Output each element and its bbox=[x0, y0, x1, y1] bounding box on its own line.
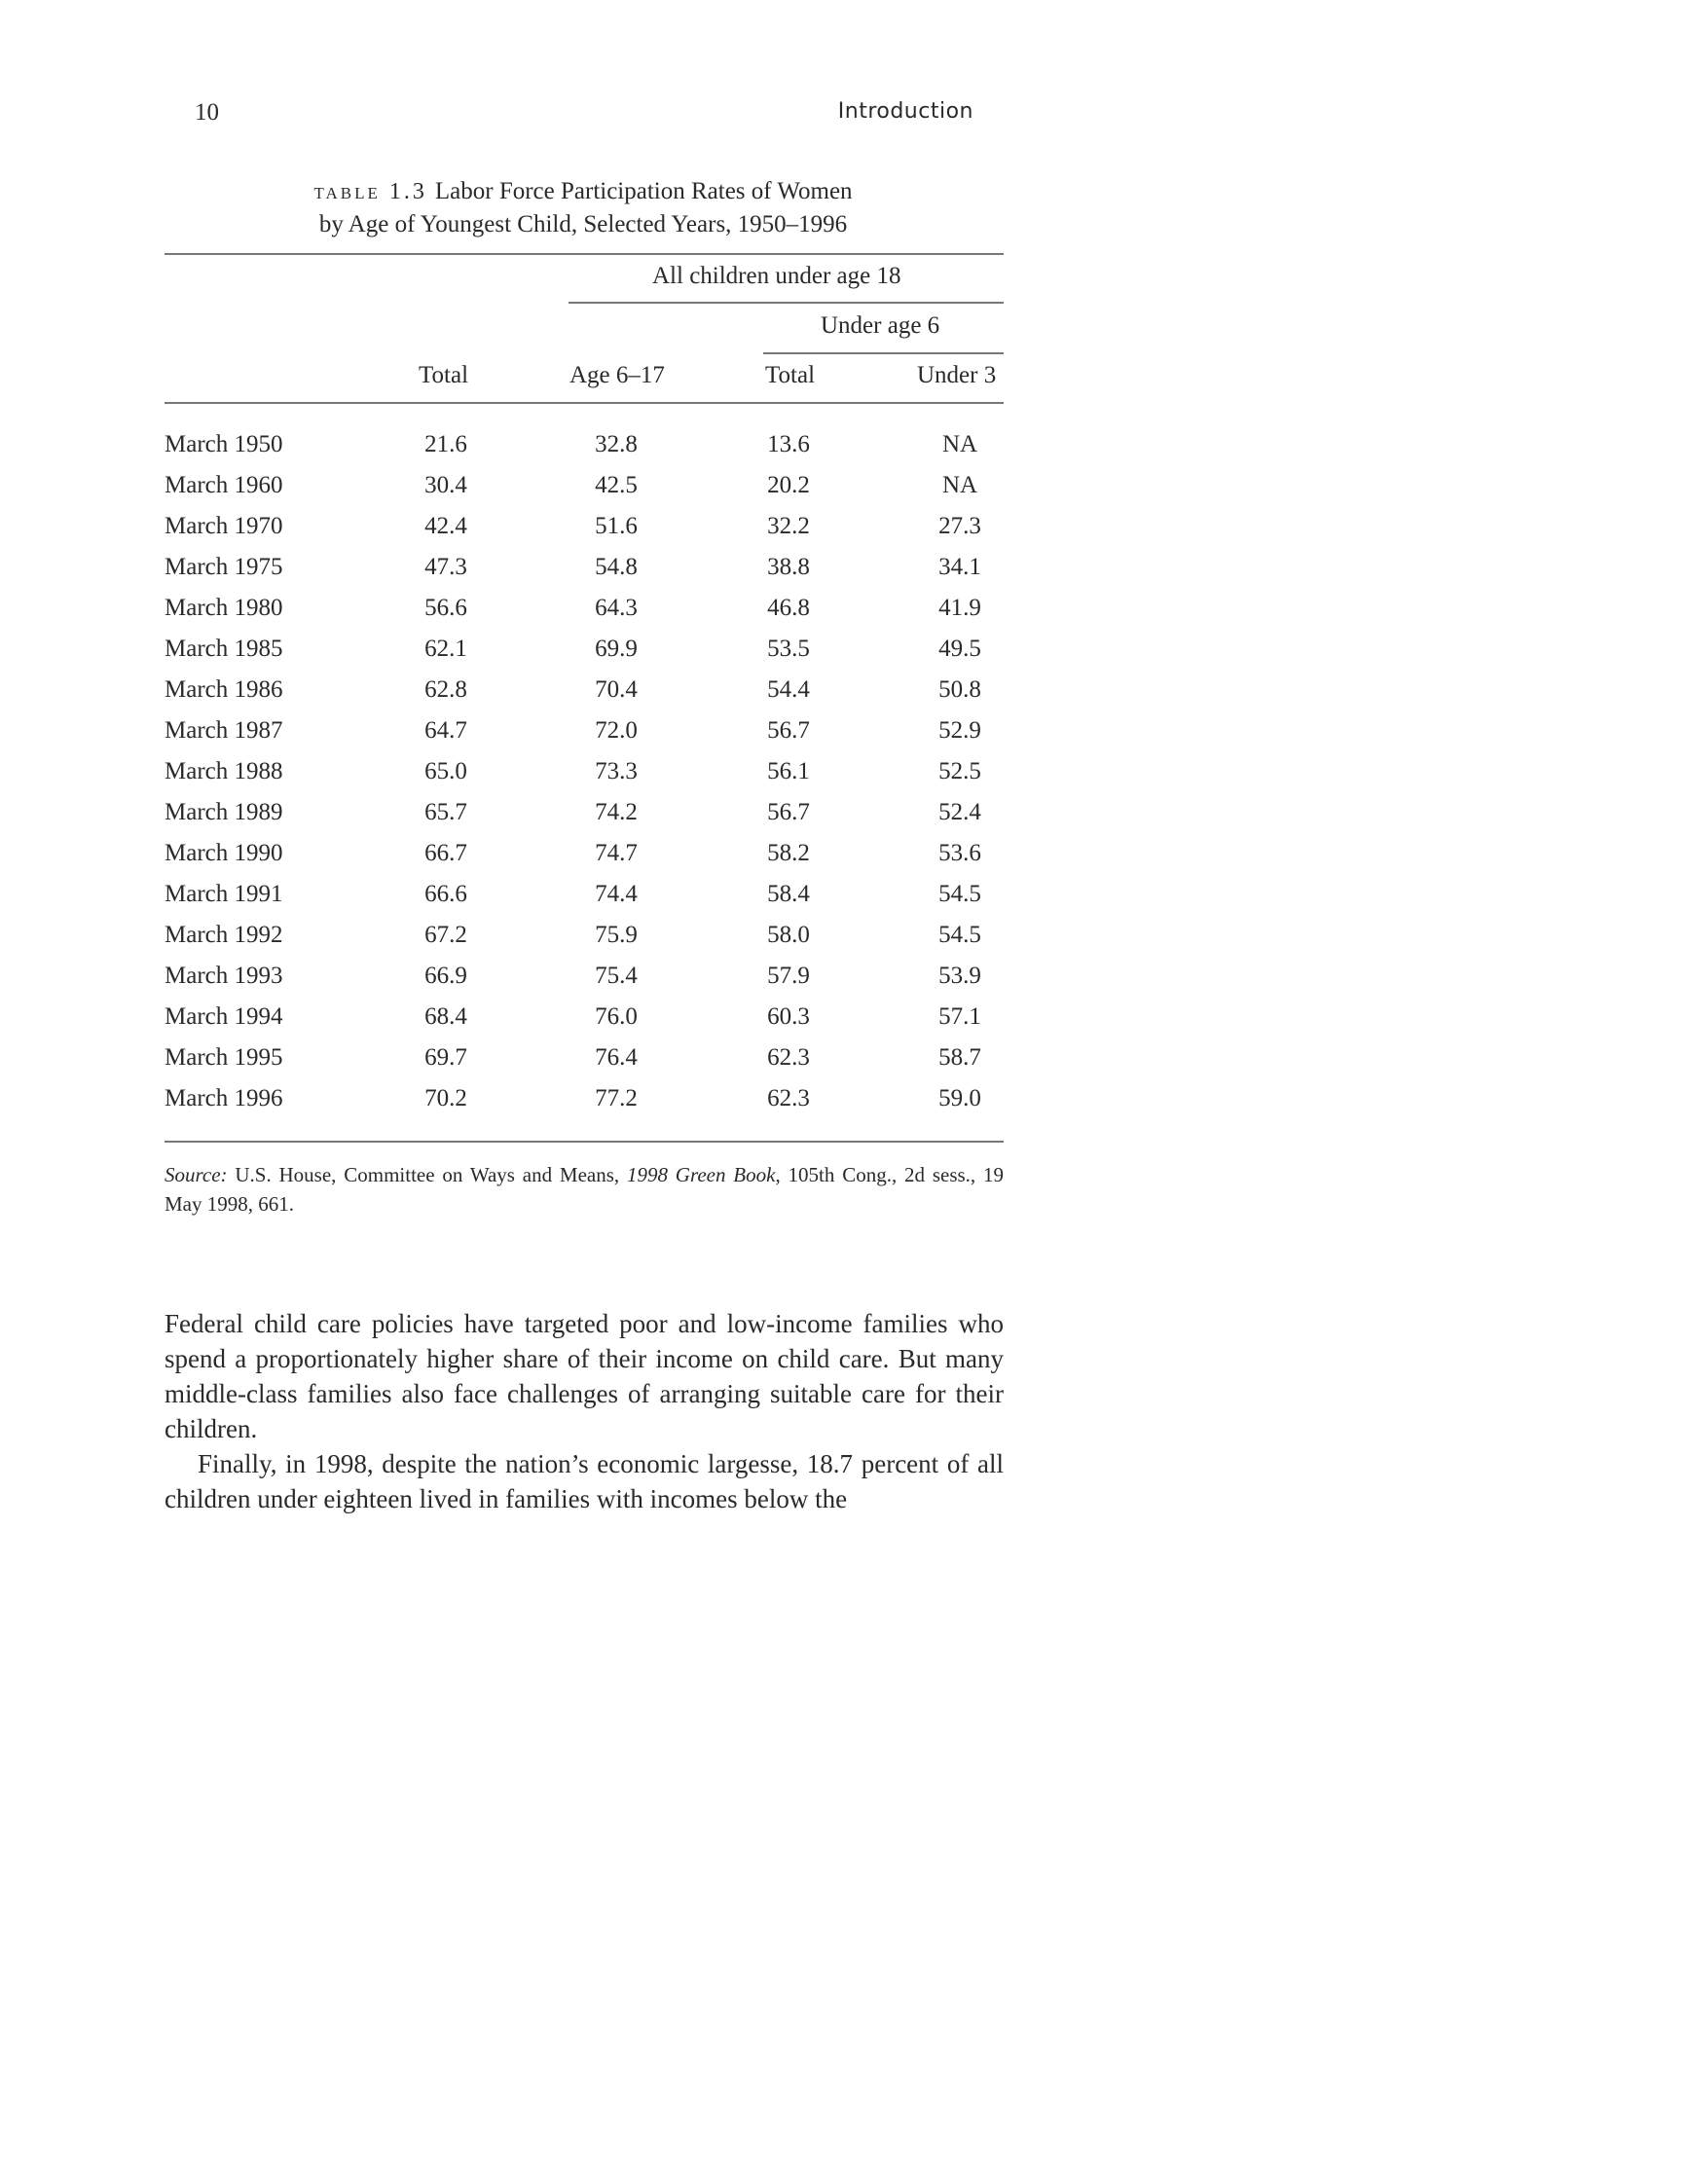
row-label: March 1996 bbox=[165, 1085, 283, 1111]
cell-total: 70.2 bbox=[424, 1085, 467, 1111]
cell-total: 47.3 bbox=[424, 554, 467, 580]
row-label: March 1970 bbox=[165, 513, 283, 539]
cell-total: 21.6 bbox=[424, 431, 467, 457]
row-label: March 1950 bbox=[165, 431, 283, 457]
cell-under-3: 58.7 bbox=[938, 1044, 981, 1071]
cell-under-3: 52.9 bbox=[938, 717, 981, 744]
body-paragraph-1: Federal child care policies have targeted poor and low-income families who spend a proportionately higher share of their income on child care. But many middle-class families also face challenges of arranging suitable care for their children. bbox=[165, 1309, 1004, 1443]
cell-under6-total: 58.2 bbox=[767, 840, 810, 866]
cell-under6-total: 56.1 bbox=[767, 758, 810, 784]
cell-age-6-17: 75.4 bbox=[595, 963, 638, 989]
body-paragraph-2: Finally, in 1998, despite the nation’s economic largesse, 18.7 percent of all children under eighteen lived in families with incomes below the bbox=[165, 1449, 1004, 1513]
cell-under6-total: 56.7 bbox=[767, 799, 810, 825]
row-label: March 1989 bbox=[165, 799, 283, 825]
cell-age-6-17: 75.9 bbox=[595, 922, 638, 948]
cell-under-3: 52.5 bbox=[938, 758, 981, 784]
cell-under-3: 54.5 bbox=[938, 922, 981, 948]
row-label: March 1975 bbox=[165, 554, 283, 580]
cell-age-6-17: 42.5 bbox=[595, 472, 638, 498]
cell-under6-total: 54.4 bbox=[767, 676, 810, 703]
row-label: March 1993 bbox=[165, 963, 283, 989]
cell-under-3: 27.3 bbox=[938, 513, 981, 539]
cell-age-6-17: 76.0 bbox=[595, 1003, 638, 1030]
table-title-line2: by Age of Youngest Child, Selected Years, 1950–1996 bbox=[318, 211, 848, 237]
table-source-note bbox=[165, 1160, 1004, 1219]
cell-total: 67.2 bbox=[424, 922, 467, 948]
cell-under6-total: 62.3 bbox=[767, 1085, 810, 1111]
cell-under6-total: 46.8 bbox=[767, 595, 810, 621]
cell-total: 69.7 bbox=[424, 1044, 467, 1071]
table-title-line1: Labor Force Participation Rates of Women bbox=[434, 178, 853, 204]
cell-total: 42.4 bbox=[424, 513, 467, 539]
cell-total: 68.4 bbox=[424, 1003, 467, 1030]
cell-under6-total: 57.9 bbox=[767, 963, 810, 989]
cell-under-3: 53.9 bbox=[938, 963, 981, 989]
cell-under6-total: 53.5 bbox=[767, 636, 810, 662]
row-label: March 1985 bbox=[165, 636, 283, 662]
source-prefix: Source: bbox=[165, 1163, 228, 1186]
column-header-under-3: Under 3 bbox=[917, 362, 997, 388]
cell-under-3: 53.6 bbox=[938, 840, 981, 866]
body-text bbox=[165, 1306, 1004, 1516]
row-label: March 1995 bbox=[165, 1044, 283, 1071]
cell-age-6-17: 73.3 bbox=[595, 758, 638, 784]
cell-under-3: 52.4 bbox=[938, 799, 981, 825]
header-all-children: All children under age 18 bbox=[652, 263, 901, 289]
cell-total: 62.1 bbox=[424, 636, 467, 662]
cell-age-6-17: 74.4 bbox=[595, 881, 638, 907]
cell-age-6-17: 54.8 bbox=[595, 554, 638, 580]
header-all-children-rule bbox=[569, 302, 1004, 304]
row-label: March 1980 bbox=[165, 595, 283, 621]
cell-under6-total: 20.2 bbox=[767, 472, 810, 498]
column-header-age-6-17: Age 6–17 bbox=[569, 362, 665, 388]
cell-under-3: 49.5 bbox=[938, 636, 981, 662]
cell-total: 62.8 bbox=[424, 676, 467, 703]
cell-under6-total: 58.0 bbox=[767, 922, 810, 948]
cell-age-6-17: 74.7 bbox=[595, 840, 638, 866]
cell-under-3: 41.9 bbox=[938, 595, 981, 621]
column-header-total: Total bbox=[419, 362, 469, 388]
cell-total: 30.4 bbox=[424, 472, 467, 498]
cell-age-6-17: 76.4 bbox=[595, 1044, 638, 1071]
cell-under6-total: 13.6 bbox=[767, 431, 810, 457]
column-header-under6-total: Total bbox=[765, 362, 816, 388]
row-label: March 1992 bbox=[165, 922, 283, 948]
cell-under6-total: 56.7 bbox=[767, 717, 810, 744]
cell-under6-total: 58.4 bbox=[767, 881, 810, 907]
table-label: table 1.3 bbox=[313, 179, 427, 204]
cell-total: 65.7 bbox=[424, 799, 467, 825]
cell-age-6-17: 32.8 bbox=[595, 431, 638, 457]
cell-under-3: 54.5 bbox=[938, 881, 981, 907]
cell-under6-total: 32.2 bbox=[767, 513, 810, 539]
cell-total: 65.0 bbox=[424, 758, 467, 784]
row-label: March 1986 bbox=[165, 676, 283, 703]
cell-under6-total: 38.8 bbox=[767, 554, 810, 580]
header-bottom-rule bbox=[165, 402, 1004, 404]
cell-under-3: 50.8 bbox=[938, 676, 981, 703]
cell-under-3: NA bbox=[941, 472, 978, 498]
source-publication-title: 1998 Green Book bbox=[626, 1163, 776, 1186]
cell-total: 66.7 bbox=[424, 840, 467, 866]
cell-age-6-17: 70.4 bbox=[595, 676, 638, 703]
section-title: Introduction bbox=[837, 99, 973, 124]
cell-age-6-17: 69.9 bbox=[595, 636, 638, 662]
cell-under6-total: 62.3 bbox=[767, 1044, 810, 1071]
running-head bbox=[195, 99, 973, 134]
table-top-rule bbox=[165, 253, 1004, 255]
header-under-age-6-rule bbox=[763, 352, 1004, 354]
page-number: 10 bbox=[195, 99, 219, 126]
row-label: March 1990 bbox=[165, 840, 283, 866]
table-caption bbox=[165, 175, 1002, 241]
source-text-b: , 105th Cong., 2d sess., 19 May 1998, 661. bbox=[165, 1163, 1004, 1216]
cell-under-3: 34.1 bbox=[938, 554, 981, 580]
cell-total: 56.6 bbox=[424, 595, 467, 621]
cell-under-3: 59.0 bbox=[938, 1085, 981, 1111]
cell-total: 64.7 bbox=[424, 717, 467, 744]
cell-age-6-17: 72.0 bbox=[595, 717, 638, 744]
cell-total: 66.6 bbox=[424, 881, 467, 907]
row-label: March 1991 bbox=[165, 881, 283, 907]
cell-age-6-17: 64.3 bbox=[595, 595, 638, 621]
cell-age-6-17: 74.2 bbox=[595, 799, 638, 825]
row-label: March 1994 bbox=[165, 1003, 283, 1030]
row-label: March 1987 bbox=[165, 717, 283, 744]
header-under-age-6: Under age 6 bbox=[821, 312, 940, 339]
cell-total: 66.9 bbox=[424, 963, 467, 989]
source-text-a: U.S. House, Committee on Ways and Means, bbox=[227, 1163, 627, 1186]
row-label: March 1960 bbox=[165, 472, 283, 498]
row-label: March 1988 bbox=[165, 758, 283, 784]
cell-under6-total: 60.3 bbox=[767, 1003, 810, 1030]
cell-under-3: NA bbox=[941, 431, 978, 457]
cell-age-6-17: 51.6 bbox=[595, 513, 638, 539]
cell-age-6-17: 77.2 bbox=[595, 1085, 638, 1111]
cell-under-3: 57.1 bbox=[938, 1003, 981, 1030]
table-bottom-rule bbox=[165, 1141, 1004, 1143]
